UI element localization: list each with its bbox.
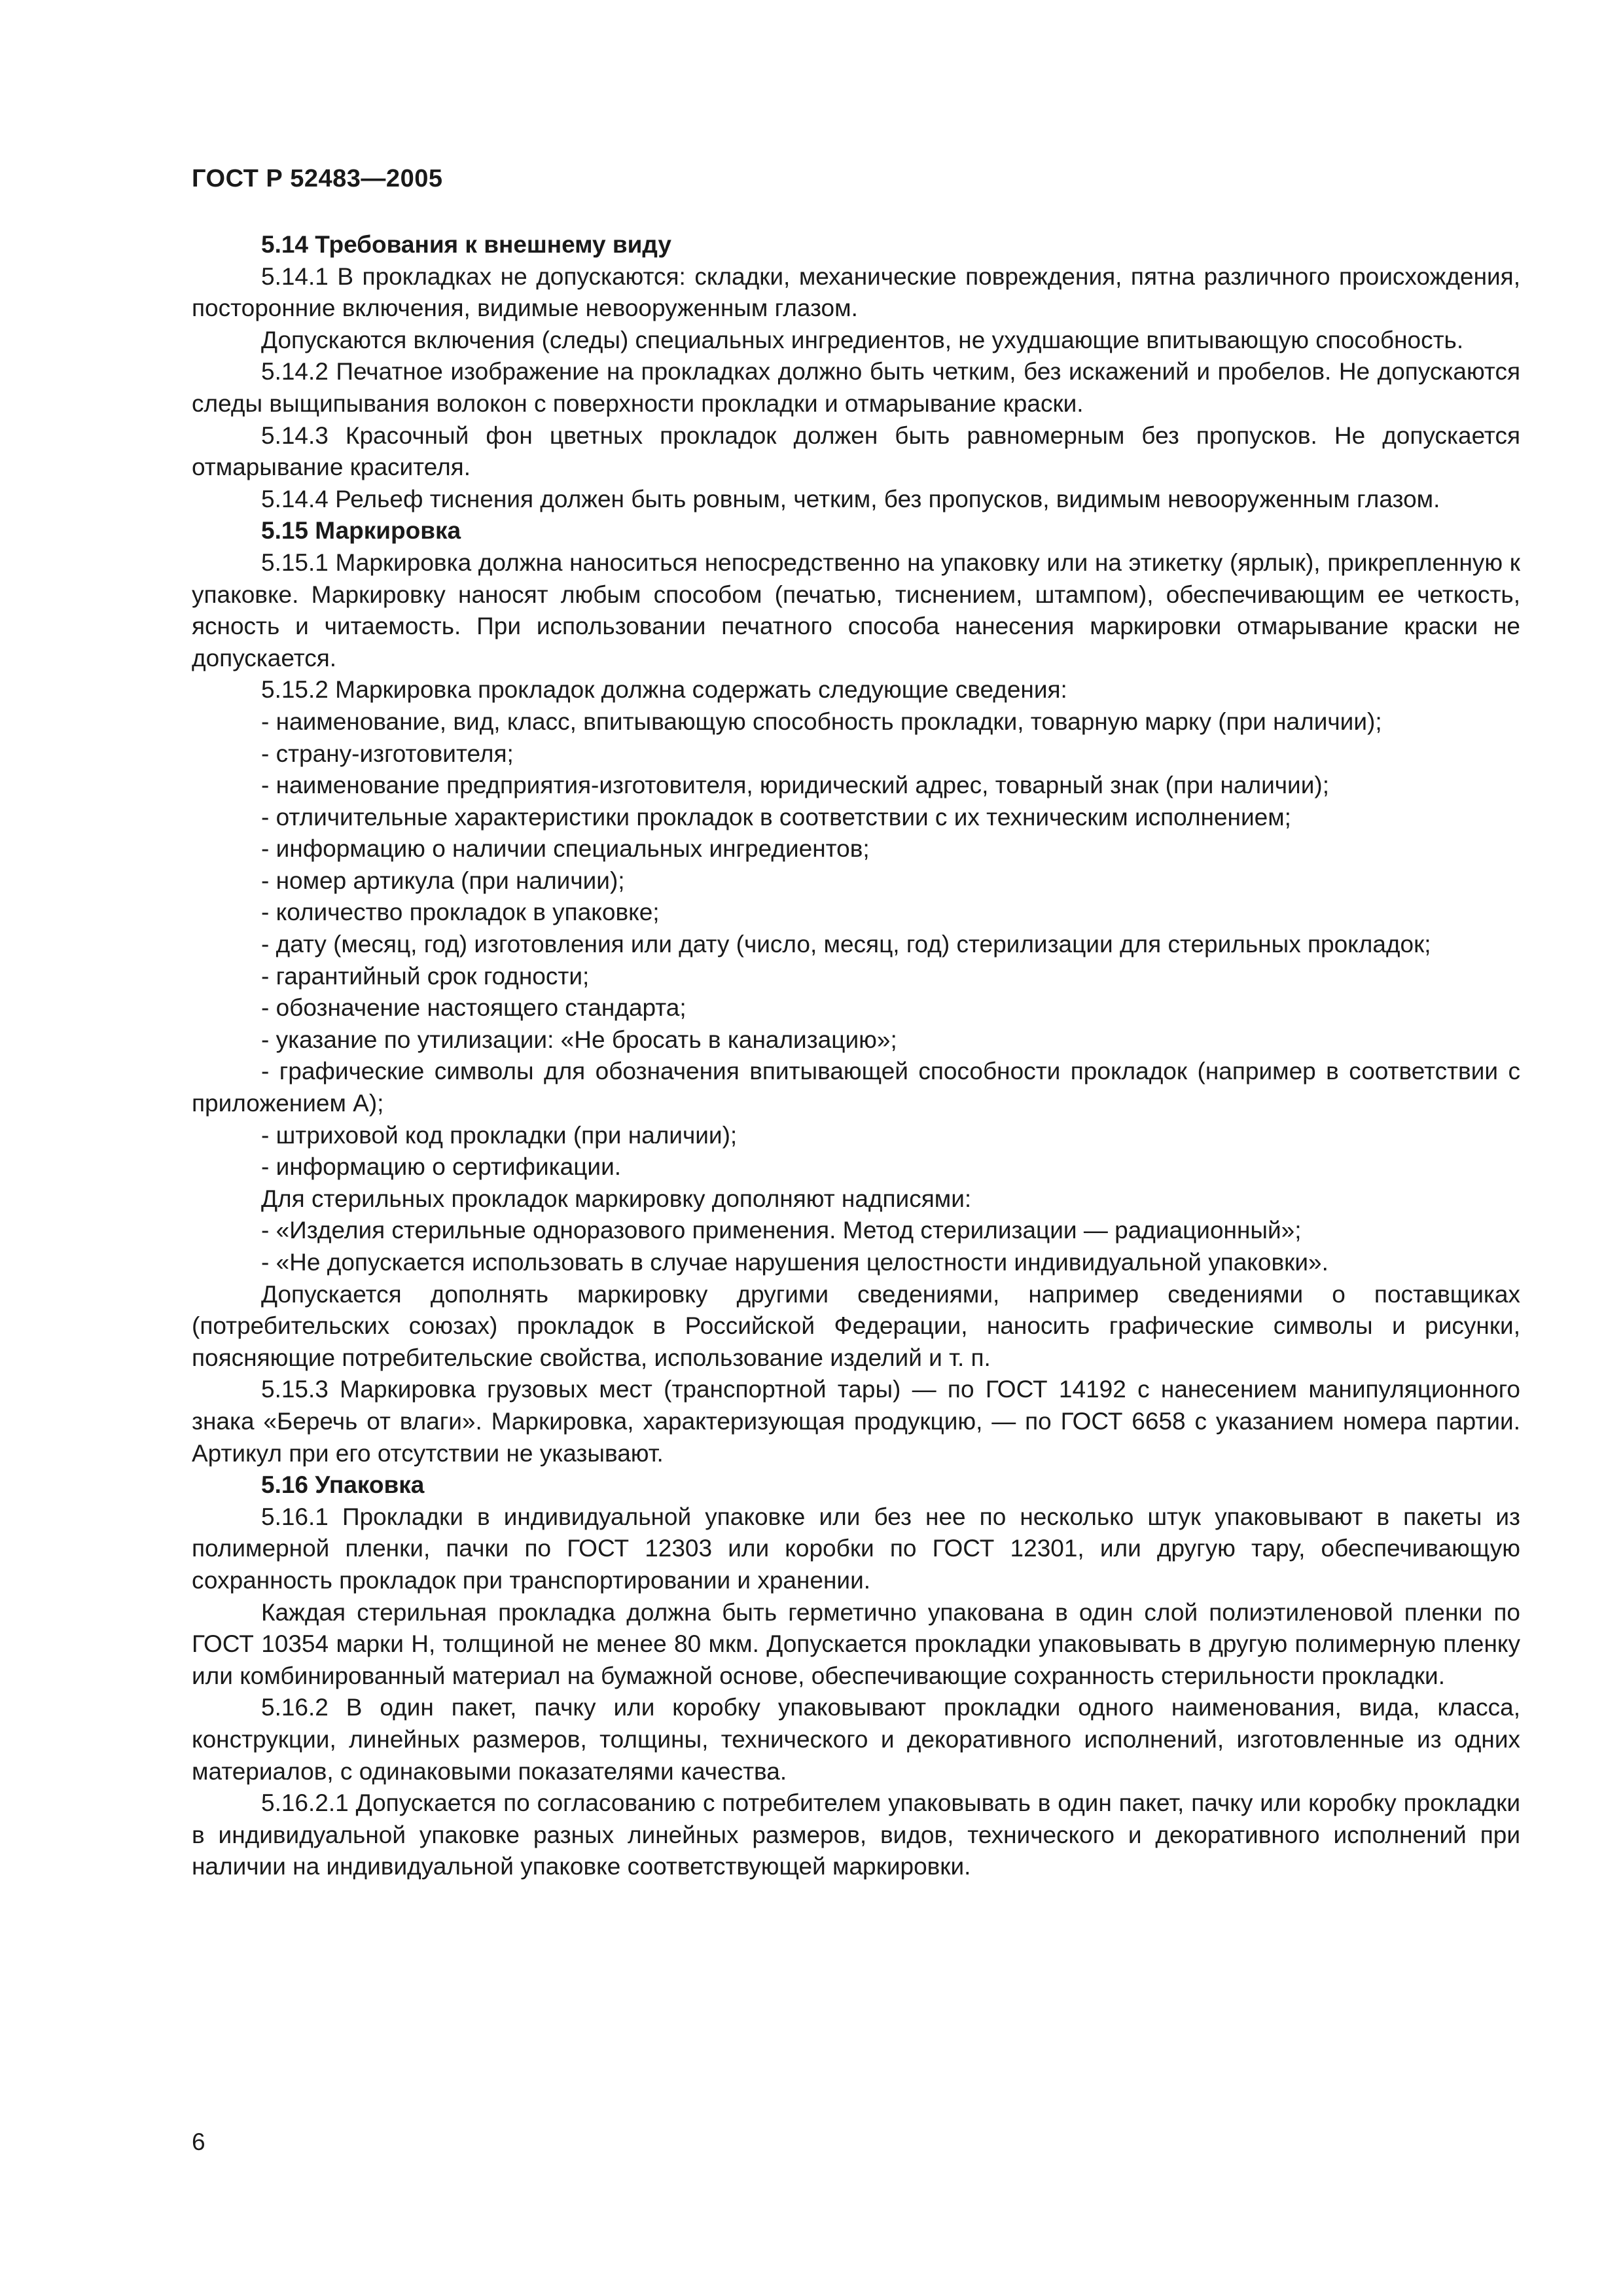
list-item: - графические символы для обозначения впитывающей способности прокладок (например в соответствии с приложением А); (192, 1058, 1520, 1117)
paragraph: 5.15.3 Маркировка грузовых мест (транспортной тары) — по ГОСТ 14192 с нанесением манипуляционного знака «Беречь от влаги». Маркировка, характеризующая продукцию, — по ГОСТ 6658 с указанием номера партии. Артикул при его отсутствии не указывают. (192, 1376, 1520, 1467)
list-item: - наименование, вид, класс, впитывающую способность прокладки, товарную марку (при наличии); (261, 708, 1382, 735)
list-item: - страну-изготовителя; (261, 740, 514, 767)
list-item: - штриховой код прокладки (при наличии); (261, 1121, 738, 1149)
list-item: - информацию о наличии специальных ингредиентов; (261, 835, 870, 863)
document-code-header: ГОСТ Р 52483—2005 (192, 165, 443, 192)
list-item: - указание по утилизации: «Не бросать в канализацию»; (261, 1026, 897, 1053)
paragraph: 5.15.1 Маркировка должна наноситься непосредственно на упаковку или на этикетку (ярлык), прикрепленную к упаковке. Маркировку наносят любым способом (печатью, тиснением, штампом), обеспечивающим ее четкость, ясность и читаемость. При использовании печатного способа нанесения маркировки отмарывание краски не допускается. (192, 548, 1520, 672)
list-item: - номер артикула (при наличии); (261, 867, 625, 894)
paragraph: 5.14.3 Красочный фон цветных прокладок должен быть равномерным без пропусков. Не допускается отмарывание красителя. (192, 422, 1520, 481)
section-heading: 5.14 Требования к внешнему виду (261, 231, 671, 258)
list-item: - количество прокладок в упаковке; (261, 899, 660, 926)
page-number: 6 (192, 2128, 205, 2155)
list-item: - гарантийный срок годности; (261, 962, 590, 990)
list-item: - обозначение настоящего стандарта; (261, 994, 687, 1022)
list-item: - «Изделия стерильные одноразового применения. Метод стерилизации — радиационный»; (261, 1217, 1302, 1244)
list-item: - «Не допускается использовать в случае нарушения целостности индивидуальной упаковки». (261, 1249, 1329, 1276)
list-item: - информацию о сертификации. (261, 1153, 622, 1181)
paragraph: Допускается дополнять маркировку другими сведениями, например сведениями о поставщиках (потребительских союзах) прокладок в Российской Федерации, наносить графические символы и рисунки, поясняющие потребительские свойства, использование изделий и т. п. (192, 1280, 1520, 1371)
section-heading: 5.15 Маркировка (261, 517, 461, 545)
paragraph: Допускаются включения (следы) специальных ингредиентов, не ухудшающие впитывающую способность. (261, 326, 1464, 353)
paragraph: 5.16.1 Прокладки в индивидуальной упаковке или без нее по несколько штук упаковывают в пакеты из полимерной пленки, пачки по ГОСТ 12303 или коробки по ГОСТ 12301, или другую тару, обеспечивающую сохранность прокладок при транспортировании и хранении. (192, 1503, 1520, 1594)
paragraph: 5.16.2.1 Допускается по согласованию с потребителем упаковывать в один пакет, пачку или коробку прокладки в индивидуальной упаковке разных линейных размеров, видов, технического и декоративного исполнений при наличии на индивидуальной упаковке соответствующей маркировки. (192, 1789, 1520, 1880)
paragraph: 5.15.2 Маркировка прокладок должна содержать следующие сведения: (261, 676, 1067, 704)
list-item: - наименование предприятия-изготовителя, юридический адрес, товарный знак (при наличии); (261, 772, 1329, 799)
document-body (192, 229, 1520, 1883)
paragraph: 5.14.4 Рельеф тиснения должен быть ровным, четким, без пропусков, видимым невооруженным глазом. (261, 485, 1440, 512)
paragraph: Для стерильных прокладок маркировку дополняют надписями: (261, 1185, 972, 1212)
list-item: - дату (месяц, год) изготовления или дату (число, месяц, год) стерилизации для стерильных прокладок; (261, 931, 1431, 958)
paragraph: 5.16.2 В один пакет, пачку или коробку упаковывают прокладки одного наименования, вида, класса, конструкции, линейных размеров, толщины, технического и декоративного исполнений, изготовленные из одних материалов, с одинаковыми показателями качества. (192, 1694, 1520, 1785)
paragraph: 5.14.1 В прокладках не допускаются: складки, механические повреждения, пятна различного происхождения, посторонние включения, видимые невооруженным глазом. (192, 262, 1520, 322)
section-heading: 5.16 Упаковка (261, 1471, 425, 1499)
paragraph: Каждая стерильная прокладка должна быть герметично упакована в один слой полиэтиленовой пленки по ГОСТ 10354 марки Н, толщиной не менее 80 мкм. Допускается прокладки упаковывать в другую полимерную пленку или комбинированный материал на бумажной основе, обеспечивающие сохранность стерильности прокладки. (192, 1598, 1520, 1689)
paragraph: 5.14.2 Печатное изображение на прокладках должно быть четким, без искажений и пробелов. Не допускаются следы выщипывания волокон с поверхности прокладки и отмарывание краски. (192, 358, 1520, 417)
list-item: - отличительные характеристики прокладок в соответствии с их техническим исполнением; (261, 803, 1291, 831)
